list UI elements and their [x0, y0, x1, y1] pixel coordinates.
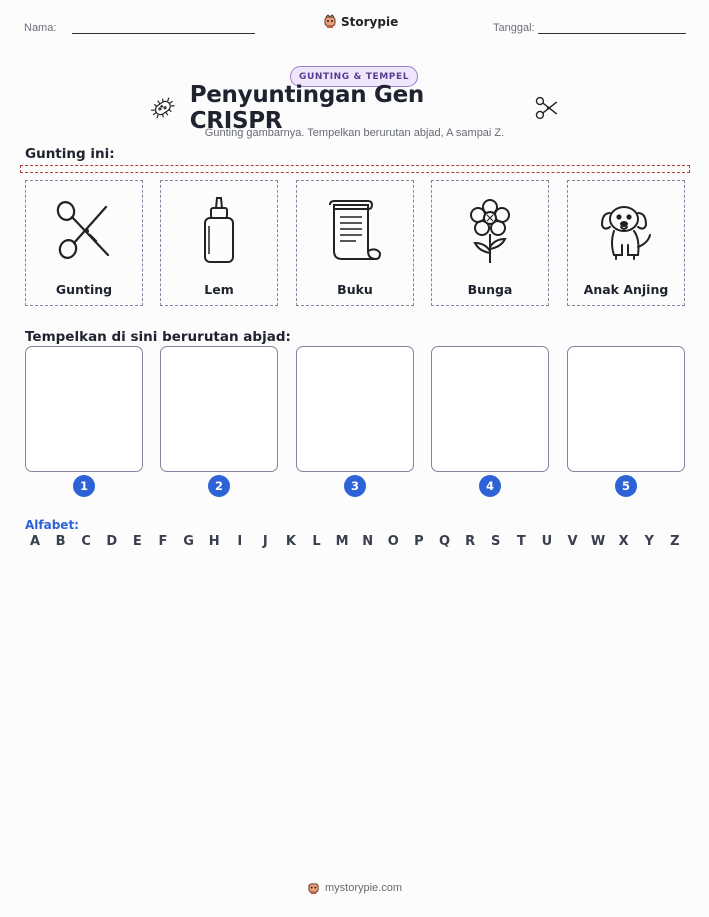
alphabet-letter: D	[106, 534, 118, 549]
footer	[0, 881, 709, 895]
paste-heading: Tempelkan di sini berurutan abjad:	[25, 329, 291, 345]
alphabet-letter: M	[335, 534, 349, 549]
scissors-icon	[534, 95, 560, 121]
alphabet-letter: S	[491, 534, 501, 549]
card-label: Bunga	[467, 282, 513, 297]
alphabet-label: Alfabet:	[25, 518, 79, 532]
alphabet-letter: U	[541, 534, 553, 549]
paste-number: 5	[615, 475, 637, 497]
instructions: Gunting gambarnya. Tempelkan berurutan abjad, A sampai Z.	[204, 127, 505, 139]
cut-card-glue[interactable]	[160, 180, 278, 306]
paste-box-4[interactable]	[431, 346, 549, 472]
alphabet-letter: K	[285, 534, 296, 549]
alphabet-letter: B	[55, 534, 66, 549]
paste-number: 3	[344, 475, 366, 497]
alphabet-letter: F	[158, 534, 168, 549]
glue-bottle-icon	[199, 196, 239, 266]
alphabet-letter: N	[362, 534, 374, 549]
cut-line	[20, 165, 690, 173]
bacteria-icon	[150, 95, 176, 121]
name-label: Nama:	[24, 22, 57, 34]
footer-site[interactable]: mystorypie.com	[324, 882, 403, 894]
alphabet-letter: Z	[670, 534, 680, 549]
alphabet-letter: E	[132, 534, 142, 549]
name-field[interactable]	[72, 33, 255, 34]
paste-box-2[interactable]	[160, 346, 278, 472]
brand-name: Storypie	[341, 14, 399, 29]
alphabet-letter: R	[465, 534, 476, 549]
alphabet-letter: A	[29, 534, 41, 549]
alphabet-letter: Q	[438, 534, 451, 549]
alphabet-row	[25, 534, 685, 549]
paste-box-3[interactable]	[296, 346, 414, 472]
date-field[interactable]	[538, 33, 686, 34]
alphabet-letter: L	[312, 534, 321, 549]
date-label: Tanggal:	[493, 22, 535, 34]
paste-box-1[interactable]	[25, 346, 143, 472]
storypie-mascot-icon	[307, 881, 320, 895]
alphabet-letter: C	[81, 534, 91, 549]
page-title: Penyuntingan Gen CRISPR	[189, 82, 424, 134]
cut-card-book[interactable]	[296, 180, 414, 306]
alphabet-letter: T	[516, 534, 526, 549]
cut-card-puppy[interactable]	[567, 180, 685, 306]
paste-number: 4	[479, 475, 501, 497]
alphabet-letter: H	[208, 534, 220, 549]
alphabet-letter: O	[387, 534, 399, 549]
alphabet-letter: J	[262, 534, 268, 549]
storypie-mascot-icon	[323, 14, 337, 29]
alphabet-letter: X	[618, 534, 629, 549]
paste-number: 2	[208, 475, 230, 497]
cut-card-scissors[interactable]	[25, 180, 143, 306]
scroll-book-icon	[326, 199, 384, 263]
alphabet-letter: Y	[644, 534, 654, 549]
puppy-icon	[594, 199, 658, 263]
paste-number: 1	[73, 475, 95, 497]
alphabet-letter: I	[237, 534, 243, 549]
flower-icon	[465, 197, 515, 265]
alphabet-letter: G	[183, 534, 194, 549]
paste-box-5[interactable]	[567, 346, 685, 472]
card-label: Lem	[204, 282, 234, 297]
brand-logo	[323, 14, 398, 29]
cut-heading: Gunting ini:	[25, 146, 115, 162]
card-label: Anak Anjing	[583, 282, 669, 297]
scissors-icon	[54, 199, 114, 263]
activity-badge: GUNTING & TEMPEL	[290, 66, 418, 87]
card-label: Buku	[337, 282, 373, 297]
alphabet-letter: P	[414, 534, 424, 549]
cut-card-flower[interactable]	[431, 180, 549, 306]
card-label: Gunting	[55, 282, 113, 297]
alphabet-letter: V	[567, 534, 578, 549]
alphabet-letter: W	[590, 534, 606, 549]
